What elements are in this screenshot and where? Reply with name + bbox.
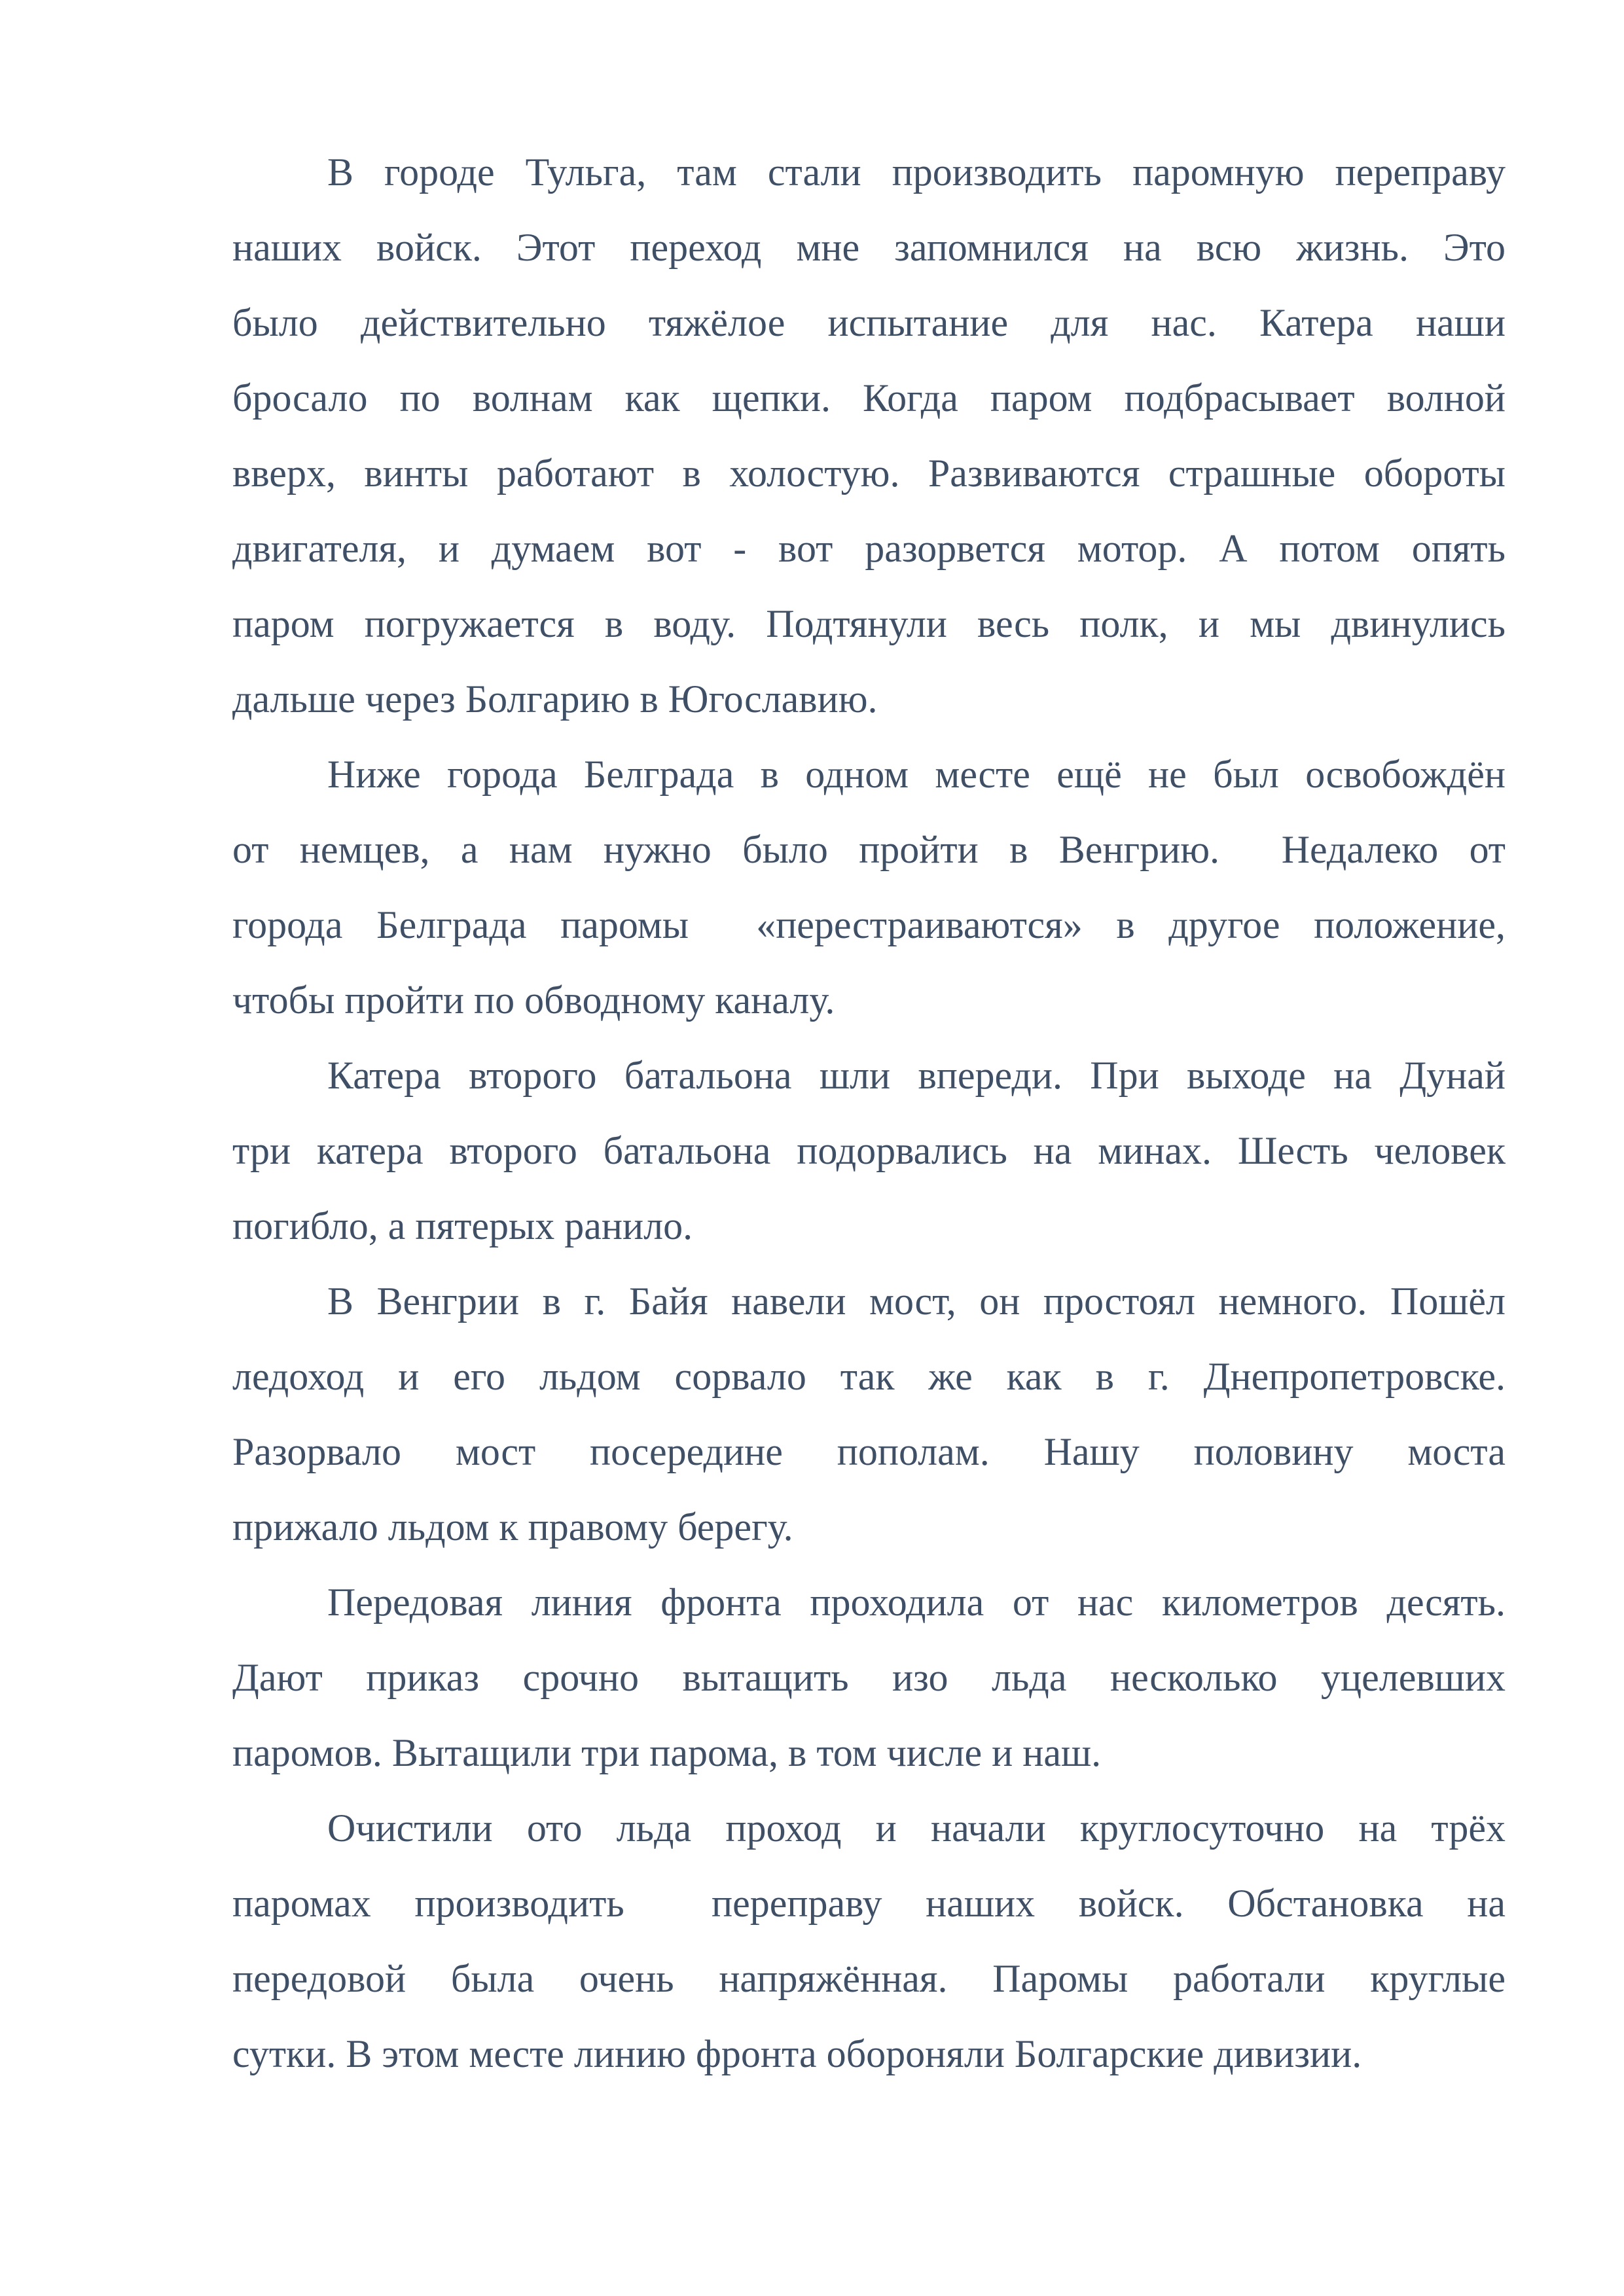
text-line: В городе Тульга, там стали производить паромную переправу	[327, 151, 1506, 194]
text-line: Передовая линия фронта проходила от нас километров десять.	[327, 1581, 1506, 1624]
text-line: три катера второго батальона подорвались на минах. Шесть человек	[232, 1129, 1506, 1172]
text-line: паром погружается в воду. Подтянули весь полк, и мы двинулись	[232, 602, 1506, 645]
text-line: паромах производить переправу наших войск. Обстановка на	[232, 1882, 1506, 1925]
text-line: было действительно тяжёлое испытание для нас. Катера наши	[232, 301, 1506, 344]
text-line: передовой была очень напряжённая. Паромы работали круглые	[232, 1957, 1506, 2000]
text-line: Дают приказ срочно вытащить изо льда несколько уцелевших	[232, 1656, 1506, 1699]
text-line: чтобы пройти по обводному каналу.	[232, 978, 835, 1022]
text-line: Катера второго батальона шли впереди. При выходе на Дунай	[327, 1054, 1506, 1097]
text-line: сутки. В этом месте линию фронта обороняли Болгарские дивизии.	[232, 2032, 1362, 2075]
paragraph	[232, 135, 1506, 737]
text-line: города Белграда паромы «перестраиваются» в другое положение,	[232, 903, 1506, 946]
text-line: Очистили ото льда проход и начали круглосуточно на трёх	[327, 1806, 1506, 1850]
text-line: В Венгрии в г. Байя навели мост, он простоял немного. Пошёл	[327, 1280, 1506, 1323]
text-line: бросало по волнам как щепки. Когда паром подбрасывает волной	[232, 376, 1506, 420]
text-line: прижало льдом к правому берегу.	[232, 1505, 793, 1549]
text-line: паромов. Вытащили три парома, в том числе и наш.	[232, 1731, 1102, 1774]
text-line: от немцев, а нам нужно было пройти в Венгрию. Недалеко от	[232, 828, 1506, 871]
paragraph	[232, 737, 1506, 1038]
text-line: наших войск. Этот переход мне запомнился на всю жизнь. Это	[232, 226, 1506, 269]
paragraph	[232, 1264, 1506, 1565]
text-line: дальше через Болгарию в Югославию.	[232, 677, 878, 721]
paragraph	[232, 1565, 1506, 1791]
text-line: двигателя, и думаем вот - вот разорвется мотор. А потом опять	[232, 527, 1506, 570]
text-content	[232, 135, 1506, 2092]
paragraph	[232, 1791, 1506, 2092]
paragraph	[232, 1038, 1506, 1264]
text-line: Ниже города Белграда в одном месте ещё не был освобождён	[327, 753, 1506, 796]
text-line: Разорвало мост посередине пополам. Нашу половину моста	[232, 1430, 1506, 1473]
text-line: ледоход и его льдом сорвало так же как в г. Днепропетровске.	[232, 1355, 1506, 1398]
text-line: погибло, а пятерых ранило.	[232, 1204, 693, 1247]
text-line: вверх, винты работают в холостую. Развиваются страшные обороты	[232, 452, 1506, 495]
